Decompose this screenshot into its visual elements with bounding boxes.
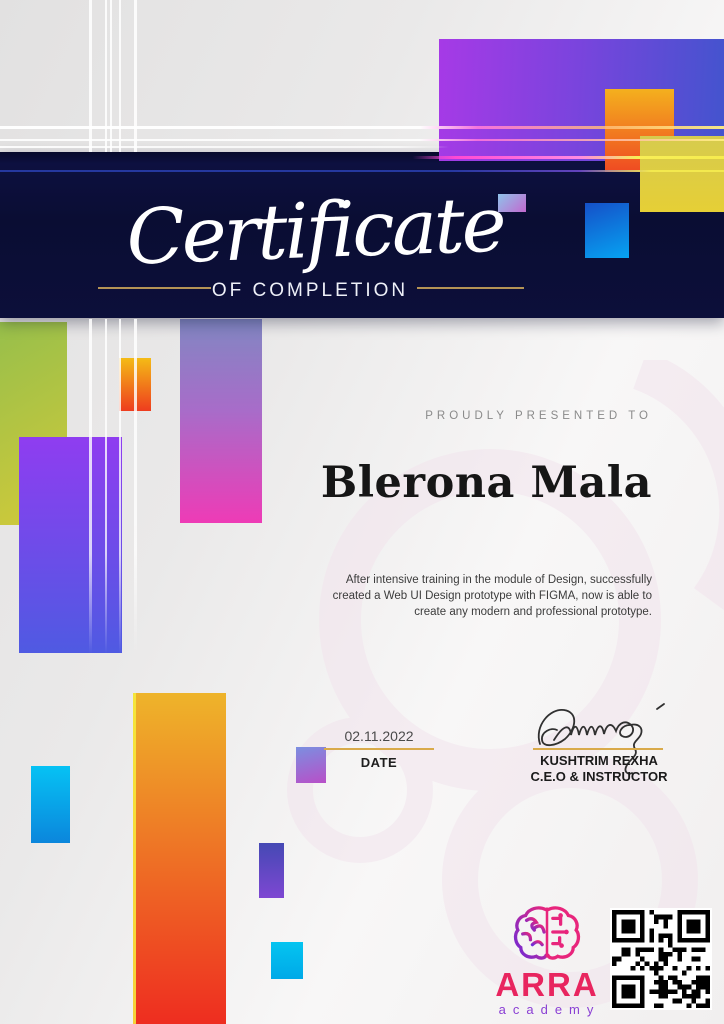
decor-rect-cyan-small <box>271 942 303 979</box>
grid-vline <box>119 0 121 152</box>
decor-square-date <box>296 747 326 783</box>
decor-rect-purple-pink <box>180 319 262 523</box>
grid-vline <box>105 0 107 152</box>
brand-name: ARRA <box>495 966 599 1003</box>
qr-code <box>610 908 712 1010</box>
grid-vline <box>134 0 137 152</box>
grid-vline <box>110 0 112 152</box>
decor-square-blue <box>585 203 629 258</box>
signature-rule <box>533 748 663 750</box>
certificate-title: Certificate <box>124 179 505 282</box>
grid-vline <box>119 319 121 654</box>
description-line: create any modern and professional prototype. <box>414 606 652 619</box>
decor-rect-tall-orange <box>133 693 226 1024</box>
date-rule <box>324 748 434 750</box>
description-line: After intensive training in the module of Design, successfully <box>345 574 652 586</box>
recipient-name: Blerona Mala <box>320 458 652 508</box>
date-value: 02.11.2022 <box>344 728 414 744</box>
description-text <box>333 572 652 621</box>
grid-vline <box>134 319 137 654</box>
date-label: DATE <box>360 755 398 770</box>
grid-hline <box>0 170 724 172</box>
grid-vline <box>105 319 107 654</box>
brain-circuit-icon <box>513 903 581 961</box>
presentation-block <box>321 410 652 621</box>
presented-to-label: PROUDLY PRESENTED TO <box>425 410 652 422</box>
grid-hline <box>0 156 724 159</box>
signer-title: C.E.O & INSTRUCTOR <box>530 769 668 784</box>
description-line: created a Web UI Design prototype with FIGMA, now is able to <box>332 590 652 603</box>
grid-hline <box>0 139 724 141</box>
date-block <box>324 728 434 770</box>
decor-rect-tall-orange-edge <box>133 693 136 1024</box>
grid-vline <box>89 319 92 654</box>
certificate-subtitle: OF COMPLETION <box>211 280 409 301</box>
grid-vline <box>89 0 92 152</box>
arra-academy-logo <box>492 903 602 1017</box>
grid-hline <box>0 126 724 129</box>
signer-name: KUSHTRIM REXHA <box>540 753 658 768</box>
grid-hline <box>0 146 724 148</box>
decor-rect-cyan <box>31 766 70 843</box>
brand-subname: academy <box>498 1002 601 1017</box>
decor-rect-indigo <box>259 843 284 898</box>
